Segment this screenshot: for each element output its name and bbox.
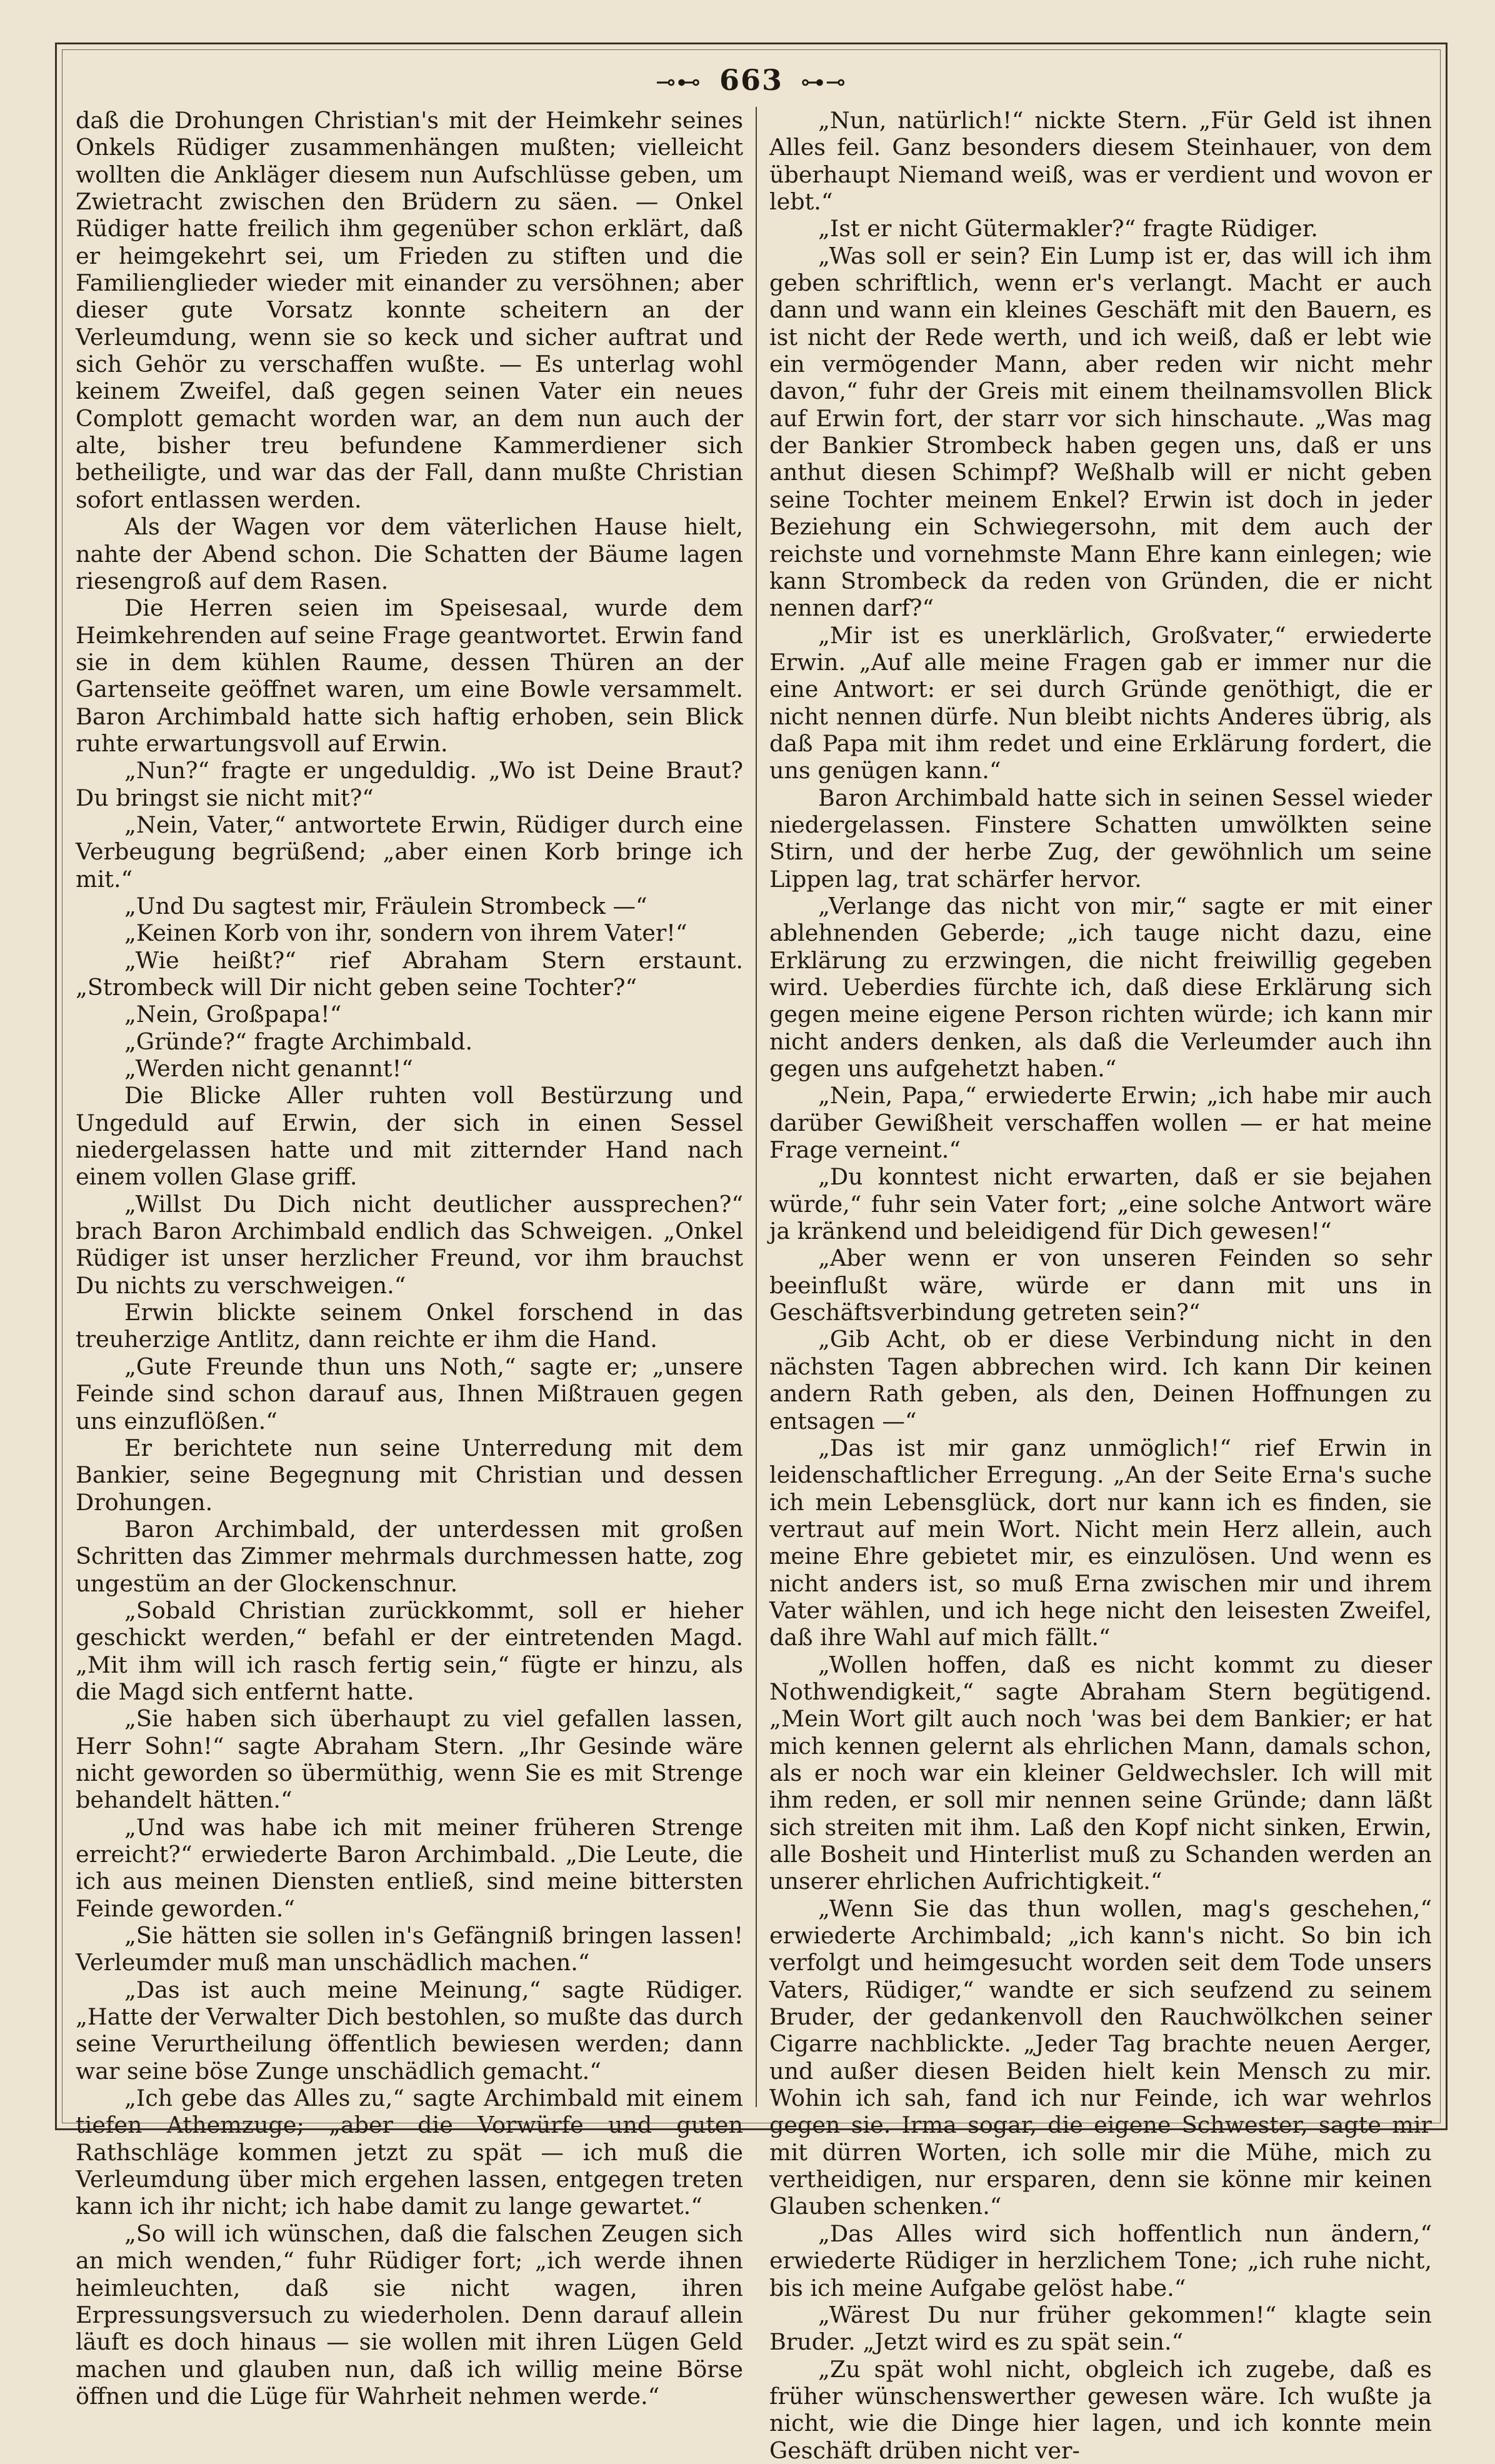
paragraph: „Wärest Du nur früher gekommen!“ klagte sein Bruder. „Jetzt wird es zu spät sein.“ <box>769 2301 1432 2356</box>
paragraph: Er berichtete nun seine Unterredung mit dem Bankier, seine Begegnung mit Christian und dessen Drohungen. <box>76 1434 743 1516</box>
paragraph: „Das Alles wird sich hoffentlich nun ändern,“ erwiederte Rüdiger in herzlichem Tone; „ich ruhe nicht, bis ich meine Aufgabe gelöst habe.“ <box>769 2220 1432 2301</box>
page-number: 663 <box>719 63 784 97</box>
paragraph: „Ich gebe das Alles zu,“ sagte Archimbald mit einem tiefen Athemzuge; „aber die Vorwürfe und guten Rathschläge kommen jetzt zu spät — ich muß die Verleumdung über mich ergehen lassen, entgegen treten kann ich ihr nicht; ich habe damit zu lange gewartet.“ <box>76 2085 743 2220</box>
paragraph: „Du konntest nicht erwarten, daß er sie bejahen würde,“ fuhr sein Vater fort; „eine solche Antwort wäre ja kränkend und beleidigend für Dich gewesen!“ <box>769 1163 1432 1245</box>
paragraph: „Nein, Großpapa!“ <box>124 1001 342 1028</box>
paragraph: „Verlange das nicht von mir,“ sagte er mit einer ablehnenden Geberde; „ich tauge nicht dazu, eine Erklärung zu erzwingen, die nicht freiwillig gegeben wird. Ueberdies fürchte ich, daß diese Erklärung sich gegen meine eigene Person richten würde; ich kann mir nicht anders denken, als daß die Verleumder auch ihn gegen uns aufgehetzt haben.“ <box>769 892 1432 1083</box>
page-header <box>57 63 1446 97</box>
paragraph: „Willst Du Dich nicht deutlicher aussprechen?“ brach Baron Archimbald endlich das Schweigen. „Onkel Rüdiger ist unser herzlicher Freund, vor ihm brauchst Du nichts zu verschweigen.“ <box>76 1190 743 1299</box>
paragraph: „Nein, Vater,“ antwortete Erwin, Rüdiger durch eine Verbeugung begrüßend; „aber einen Korb bringe ich mit.“ <box>76 811 743 893</box>
ornament-left: ⊸⊷ <box>656 68 702 96</box>
paragraph: „Gute Freunde thun uns Noth,“ sagte er; „unsere Feinde sind schon darauf aus, Ihnen Mißtrauen gegen uns einzuflößen.“ <box>76 1353 743 1435</box>
paragraph: „Nun, natürlich!“ nickte Stern. „Für Geld ist ihnen Alles feil. Ganz besonders diesem Steinhauer, von dem überhaupt Niemand weiß, was er verdient und wovon er lebt.“ <box>769 107 1432 216</box>
paragraph: „Mir ist es unerklärlich, Großvater,“ erwiederte Erwin. „Auf alle meine Fragen gab er immer nur die eine Antwort: er sei durch Gründe genöthigt, die er nicht nennen dürfe. Nun bleibt nichts Anderes übrig, als daß Papa mit ihm redet und eine Erklärung fordert, die uns genügen kann.“ <box>769 621 1432 784</box>
paragraph: „Keinen Korb von ihr, sondern von ihrem Vater!“ <box>124 919 688 947</box>
paragraph: „Werden nicht genannt!“ <box>124 1055 413 1083</box>
paragraph: „Das ist mir ganz unmöglich!“ rief Erwin in leidenschaftlicher Erregung. „An der Seite Erna's suche ich mein Lebensglück, dort nur kann ich es finden, sie vertraut auf mein Wort. Nicht mein Herz allein, auch meine Ehre gebietet mir, es einzulösen. Und wenn es nicht anders ist, so muß Erna zwischen mir und ihrem Vater wählen, und ich hege nicht den leisesten Zweifel, daß ihre Wahl auf mich fällt.“ <box>769 1434 1432 1651</box>
paragraph: Erwin blickte seinem Onkel forschend in das treuherzige Antlitz, dann reichte er ihm die Hand. <box>76 1299 743 1353</box>
paragraph: Als der Wagen vor dem väterlichen Hause hielt, nahte der Abend schon. Die Schatten der Bäume lagen riesengroß auf dem Rasen. <box>76 513 743 594</box>
paragraph: „Gib Acht, ob er diese Verbindung nicht in den nächsten Tagen abbrechen wird. Ich kann Dir keinen andern Rath geben, als den, Deinen Hoffnungen zu entsagen —“ <box>769 1326 1432 1435</box>
paragraph: „Sie haben sich überhaupt zu viel gefallen lassen, Herr Sohn!“ sagte Abraham Stern. „Ihr Gesinde wäre nicht geworden so übermüthig, wenn Sie es mit Strenge behandelt hätten.“ <box>76 1705 743 1814</box>
paragraph: „Und Du sagtest mir, Fräulein Strombeck —“ <box>124 892 648 919</box>
paragraph: daß die Drohungen Christian's mit der Heimkehr seines Onkels Rüdiger zusammenhängen mußten; vielleicht wollten die Ankläger diesem nun Aufschlüsse geben, um Zwietracht zwischen den Brüdern zu säen. — Onkel Rüdiger hatte freilich ihm gegenüber schon erklärt, daß er heimgekehrt sei, um Frieden zu stiften und die Familienglieder wieder mit einander zu versöhnen; aber dieser gute Vorsatz konnte scheitern an der Verleumdung, wenn sie so keck und sicher auftrat und sich Gehör zu verschaffen wußte. — Es unterlag wohl keinem Zweifel, daß gegen seinen Vater ein neues Complott gemacht worden war, an dem nun auch der alte, bisher treu befundene Kammerdiener sich betheiligte, und war das der Fall, dann mußte Christian sofort entlassen werden. <box>76 107 743 513</box>
paragraph: „Das ist auch meine Meinung,“ sagte Rüdiger. „Hatte der Verwalter Dich bestohlen, so mußte das durch seine Verurtheilung öffentlich bewiesen werden; dann war seine böse Zunge unschädlich gemacht.“ <box>76 1976 743 2085</box>
ornament-right: ⊶⊸ <box>801 68 847 96</box>
paragraph: „Wenn Sie das thun wollen, mag's geschehen,“ erwiederte Archimbald; „ich kann's nicht. So bin ich verfolgt und heimgesucht worden seit dem Tode unsers Vaters, Rüdiger,“ wandte er sich seufzend zu seinem Bruder, der gedankenvoll den Rauchwölkchen seiner Cigarre nachblickte. „Jeder Tag brachte neuen Aerger, und außer diesen Beiden hielt kein Mensch zu mir. Wohin ich sah, fand ich nur Feinde, ich war wehrlos gegen sie. Irma sogar, die eigene Schwester, sagte mir mit dürren Worten, ich solle mir die Mühe, mich zu vertheidigen, nur ersparen, denn sie könne mir keinen Glauben schenken.“ <box>769 1895 1432 2220</box>
left-column <box>76 107 743 2410</box>
paragraph: „So will ich wünschen, daß die falschen Zeugen sich an mich wenden,“ fuhr Rüdiger fort; „ich werde ihnen heimleuchten, daß sie nicht wagen, ihren Erpressungsversuch zu wiederholen. Denn darauf allein läuft es doch hinaus — sie wollen mit ihren Lügen Geld machen und glauben nun, daß ich willig meine Börse öffnen und die Lüge für Wahrheit nehmen werde.“ <box>76 2220 743 2410</box>
column-divider <box>756 107 757 2107</box>
paragraph: Baron Archimbald, der unterdessen mit großen Schritten das Zimmer mehrmals durchmessen hatte, zog ungestüm an der Glockenschnur. <box>76 1515 743 1597</box>
paragraph: Baron Archimbald hatte sich in seinen Sessel wieder niedergelassen. Finstere Schatten umwölkten seine Stirn, und der herbe Zug, der gewöhnlich um seine Lippen lag, trat schärfer hervor. <box>769 784 1432 893</box>
paragraph: „Nun?“ fragte er ungeduldig. „Wo ist Deine Braut? Du bringst sie nicht mit?“ <box>76 757 743 811</box>
paragraph: „Zu spät wohl nicht, obgleich ich zugebe, daß es früher wünschenswerther gewesen wäre. Ich wußte ja nicht, wie die Dinge hier lagen, und ich konnte mein Geschäft drüben nicht ver- <box>769 2355 1432 2464</box>
paragraph: „Nein, Papa,“ erwiederte Erwin; „ich habe mir auch darüber Gewißheit verschaffen wollen — er hat meine Frage verneint.“ <box>769 1082 1432 1164</box>
right-column <box>769 107 1432 2464</box>
paragraph: „Aber wenn er von unseren Feinden so sehr beeinflußt wäre, würde er dann mit uns in Geschäftsverbindung getreten sein?“ <box>769 1245 1432 1326</box>
paragraph: „Sobald Christian zurückkommt, soll er hieher geschickt werden,“ befahl er der eintretenden Magd. „Mit ihm will ich rasch fertig sein,“ fügte er hinzu, als die Magd sich entfernt hatte. <box>76 1596 743 1705</box>
paragraph: „Und was habe ich mit meiner früheren Strenge erreicht?“ erwiederte Baron Archimbald. „Die Leute, die ich aus meinen Diensten entließ, sind meine bittersten Feinde geworden.“ <box>76 1813 743 1922</box>
paragraph: „Wie heißt?“ rief Abraham Stern erstaunt. „Strombeck will Dir nicht geben seine Tochter?“ <box>76 946 743 1001</box>
newspaper-page <box>55 43 1448 2464</box>
paragraph: „Ist er nicht Gütermakler?“ fragte Rüdiger. <box>818 215 1318 243</box>
paragraph: „Wollen hoffen, daß es nicht kommt zu dieser Nothwendigkeit,“ sagte Abraham Stern begütigend. „Mein Wort gilt auch noch 'was bei dem Bankier; er hat mich kennen gelernt als ehrlichen Mann, damals schon, als er noch war ein kleiner Geldwechsler. Ich will mit ihm reden, er soll mir nennen seine Gründe; dann läßt sich streiten mit ihm. Laß den Kopf nicht sinken, Erwin, alle Bosheit und Hinterlist muß zu Schanden werden an unserer ehrlichen Aufrichtigkeit.“ <box>769 1651 1432 1895</box>
paragraph: „Gründe?“ fragte Archimbald. <box>124 1028 473 1055</box>
paragraph: „Sie hätten sie sollen in's Gefängniß bringen lassen! Verleumder muß man unschädlich machen.“ <box>76 1922 743 1976</box>
paragraph: „Was soll er sein? Ein Lump ist er, das will ich ihm geben schriftlich, wenn er's verlangt. Macht er auch dann und wann ein kleines Geschäft mit den Bauern, es ist nicht der Rede werth, und ich weiß, daß er lebt wie ein vermögender Mann, aber reden wir nicht mehr davon,“ fuhr der Greis mit einem theilnamsvollen Blick auf Erwin fort, der starr vor sich hinschaute. „Was mag der Bankier Strombeck haben gegen uns, daß er uns anthut diesen Schimpf? Weßhalb will er nicht geben seine Tochter meinem Enkel? Erwin ist doch in jeder Beziehung ein Schwiegersohn, mit dem auch der reichste und vornehmste Mann Ehre kann einlegen; wie kann Strombeck da reden von Gründen, die er nicht nennen darf?“ <box>769 242 1432 622</box>
paragraph: Die Blicke Aller ruhten voll Bestürzung und Ungeduld auf Erwin, der sich in einen Sessel niedergelassen hatte und mit zitternder Hand nach einem vollen Glase griff. <box>76 1082 743 1191</box>
paragraph: Die Herren seien im Speisesaal, wurde dem Heimkehrenden auf seine Frage geantwortet. Erwin fand sie in dem kühlen Raume, dessen Thüren an der Gartenseite geöffnet waren, um eine Bowle versammelt. Baron Archimbald hatte sich haftig erhoben, sein Blick ruhte erwartungsvoll auf Erwin. <box>76 594 743 757</box>
